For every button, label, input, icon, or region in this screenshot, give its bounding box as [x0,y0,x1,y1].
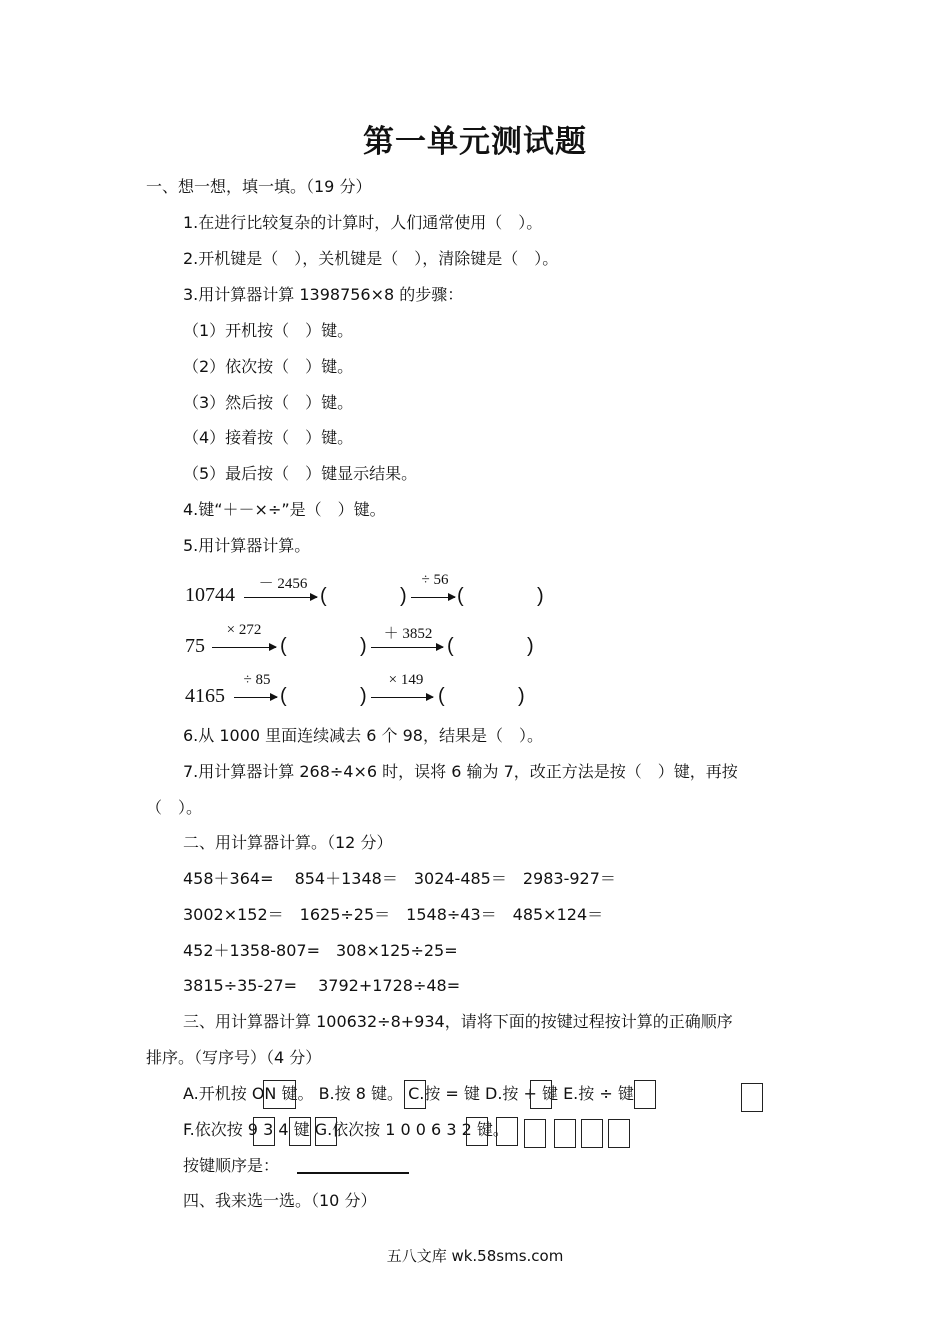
answer-paren-close: ) [527,635,534,657]
section1-heading: 一、想一想，填一填。（19 分） [146,177,372,196]
key-box [608,1119,630,1148]
key-box [253,1117,275,1146]
key-options-line-1: A.开机按 ON 键。 B.按 8 键。 C.按 = 键 D.按 + 键 E.按 ÷ 键 [183,1084,634,1103]
page-footer: 五八文库 wk.58sms.com [386,1247,564,1265]
section2-heading: 二、用计算器计算。（12 分） [183,833,393,852]
calc-operation: － 2456 [258,576,308,592]
calc-operation: ÷ 85 [243,672,271,688]
question-7-line-2: （ ）。 [146,798,203,817]
arrow-icon [411,597,455,598]
key-box [263,1080,296,1109]
answer-label: 按键顺序是： [183,1156,280,1175]
page-title: 第一单元测试题 [363,124,587,160]
key-box [496,1117,518,1146]
question-5: 5.用计算器计算。 [183,536,311,555]
question-7-line-1: 7.用计算器计算 268÷4×6 时，误将 6 输为 7，改正方法是按（ ）键，再按 [183,762,738,781]
key-box [554,1119,576,1148]
key-box [315,1117,337,1146]
calc-row-2: 3002×152＝ 1625÷25＝ 1548÷43＝ 485×124＝ [183,905,604,924]
answer-paren-open: ( [280,685,287,707]
key-box [289,1117,311,1146]
q3-step-5: （5）最后按（ ）键显示结果。 [183,464,418,483]
calc-operation: × 149 [388,672,424,688]
calc-operation: ÷ 56 [421,572,449,588]
question-3: 3.用计算器计算 1398756×8 的步骤： [183,285,464,304]
section3-heading-line-2: 排序。（写序号）（4 分） [146,1048,322,1067]
q3-step-1: （1）开机按（ ）键。 [183,321,354,340]
answer-paren-close: ) [518,685,525,707]
key-box [581,1119,603,1148]
section3-heading-line-1: 三、用计算器计算 100632÷8+934，请将下面的按键过程按计算的正确顺序 [183,1012,733,1031]
question-6: 6.从 1000 里面连续减去 6 个 98，结果是（ ）。 [183,726,543,745]
calc-row-1: 458＋364= 854＋1348＝ 3024-485＝ 2983-927＝ [183,869,616,888]
answer-paren-open: ( [457,585,464,607]
arrow-icon [371,697,433,698]
answer-paren-close: ) [400,585,407,607]
calc-row-3: 452＋1358-807= 308×125÷25= [183,941,458,960]
answer-paren-close: ) [360,635,367,657]
answer-paren-open: ( [438,685,445,707]
question-4: 4.键“＋－×÷”是（ ）键。 [183,500,386,519]
calc-operation: ＋ 3852 [383,626,433,642]
q3-step-3: （3）然后按（ ）键。 [183,393,354,412]
key-box [741,1083,763,1112]
question-2: 2.开机键是（ ），关机键是（ ），清除键是（ ）。 [183,249,559,268]
calc-operation: × 272 [226,622,262,638]
key-box [404,1080,426,1109]
calc-start-value: 75 [185,635,205,657]
key-box [634,1080,656,1109]
question-1: 1.在进行比较复杂的计算时，人们通常使用（ ）。 [183,213,543,232]
answer-blank [297,1172,409,1174]
calc-start-value: 10744 [185,584,235,606]
key-box [524,1119,546,1148]
arrow-icon [371,647,443,648]
calc-start-value: 4165 [185,685,225,707]
answer-paren-open: ( [280,635,287,657]
arrow-icon [244,597,317,598]
arrow-icon [234,697,277,698]
answer-paren-open: ( [320,585,327,607]
key-box [530,1080,552,1109]
answer-paren-close: ) [360,685,367,707]
q3-step-4: （4）接着按（ ）键。 [183,428,354,447]
key-box [466,1117,488,1146]
key-options-line-2: F.依次按 9 3 4 键 G.依次按 1 0 0 6 3 2 键。 [183,1120,509,1139]
q3-step-2: （2）依次按（ ）键。 [183,357,354,376]
arrow-icon [212,647,276,648]
answer-paren-open: ( [447,635,454,657]
section4-heading: 四、我来选一选。（10 分） [183,1191,377,1210]
answer-paren-close: ) [537,585,544,607]
calc-row-4: 3815÷35-27= 3792+1728÷48= [183,976,461,995]
